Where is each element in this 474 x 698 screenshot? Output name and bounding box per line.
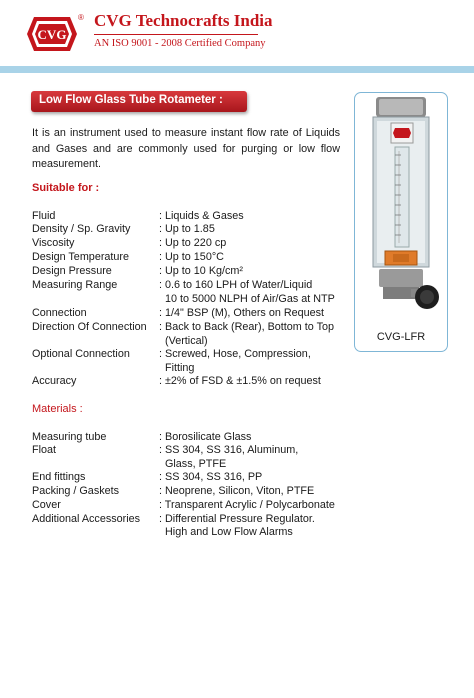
spec-value-continued: Fitting: [165, 362, 195, 374]
spec-value-continued: High and Low Flow Alarms: [165, 526, 293, 538]
suitable-heading: Suitable for :: [32, 182, 100, 194]
page-title-banner: [31, 91, 247, 112]
spec-label: Additional Accessories: [32, 513, 141, 525]
spec-value: : Up to 10 Kg/cm²: [159, 265, 244, 277]
materials-heading: Materials :: [32, 403, 83, 415]
product-image-card: [354, 92, 448, 352]
spec-value: : SS 304, SS 316, Aluminum,: [159, 444, 299, 456]
spec-value: : 1/4" BSP (M), Others on Request: [159, 307, 325, 319]
spec-label: Float: [32, 444, 57, 456]
company-name: CVG Technocrafts India: [94, 11, 273, 30]
intro-paragraph: It is an instrument used to measure instant flow rate of Liquids and Gases and are commonly used for purging or low flow measurement.: [32, 127, 340, 170]
spec-value: : ±2% of FSD & ±1.5% on request: [159, 375, 321, 387]
spec-label: Viscosity: [32, 237, 75, 249]
header-divider: [94, 34, 258, 35]
spec-label: Optional Connection: [32, 348, 130, 360]
spec-value: : Borosilicate Glass: [159, 431, 252, 443]
spec-value: : Up to 150°C: [159, 251, 224, 263]
logo-text: CVG: [37, 27, 67, 42]
spec-label: Design Pressure: [32, 265, 112, 277]
spec-value-continued: Glass, PTFE: [165, 458, 227, 470]
spec-value: : 0.6 to 160 LPH of Water/Liquid: [159, 279, 313, 291]
spec-value: : Neoprene, Silicon, Viton, PTFE: [159, 485, 315, 497]
spec-label: Design Temperature: [32, 251, 130, 263]
page-title: Low Flow Glass Tube Rotameter :: [39, 94, 223, 106]
header-band: [0, 66, 474, 73]
spec-value: : Up to 1.85: [159, 223, 215, 235]
spec-value: : Liquids & Gases: [159, 210, 244, 222]
company-logo: [26, 15, 78, 53]
spec-label: Direction Of Connection: [32, 321, 147, 333]
spec-value: : Back to Back (Rear), Bottom to Top: [159, 321, 335, 333]
page-header: [0, 0, 474, 66]
spec-label: Measuring Range: [32, 279, 118, 291]
spec-label: End fittings: [32, 471, 86, 483]
spec-label: Cover: [32, 499, 61, 511]
spec-label: Packing / Gaskets: [32, 485, 120, 497]
spec-value-continued: 10 to 5000 NLPH of Air/Gas at NTP: [165, 293, 335, 305]
certification-text: AN ISO 9001 - 2008 Certified Company: [94, 38, 266, 49]
spec-value: : Differential Pressure Regulator.: [159, 513, 315, 525]
rotameter-image: [355, 93, 447, 331]
spec-label: Density / Sp. Gravity: [32, 223, 131, 235]
spec-value: : SS 304, SS 316, PP: [159, 471, 263, 483]
spec-value-continued: (Vertical): [165, 335, 208, 347]
spec-label: Fluid: [32, 210, 56, 222]
spec-value: : Transparent Acrylic / Polycarbonate: [159, 499, 335, 511]
registered-mark: ®: [78, 13, 84, 22]
spec-label: Accuracy: [32, 375, 77, 387]
spec-label: Connection: [32, 307, 87, 319]
product-caption: CVG-LFR: [376, 331, 426, 343]
spec-value: : Up to 220 cp: [159, 237, 227, 249]
spec-label: Measuring tube: [32, 431, 107, 443]
spec-value: : Screwed, Hose, Compression,: [159, 348, 311, 360]
